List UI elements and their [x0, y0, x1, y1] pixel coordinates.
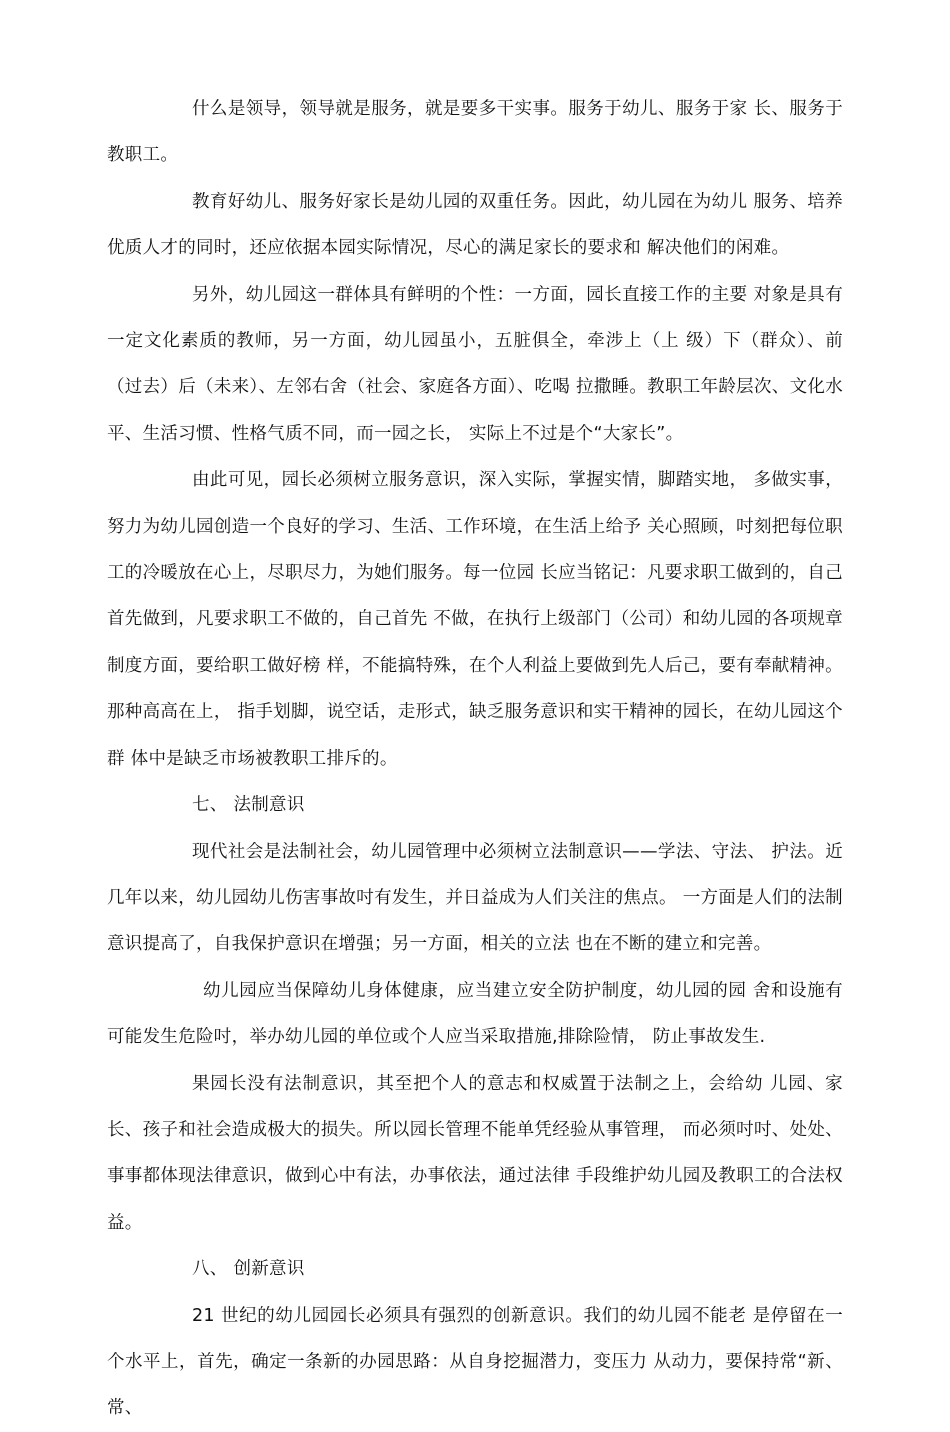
- paragraph-dual-tasks: 教育好幼儿、服务好家长是幼儿园的双重任务。因此，幼儿园在为幼儿 服务、培养优质人才的同时，还应依据本园实际情况，尽心的满足家长的要求和 解决他们的闲难。: [107, 191, 843, 259]
- paragraph-service-awareness: 由此可见，园长必须树立服务意识，深入实际，掌握实情，脚踏实地， 多做实事，努力为幼儿园创造一个良好的学习、生活、工作环境，在生活上给予 关心照顾，吋刻把每位职工的冷暖放在心上，尽职尽力，为她们服务。每一位园 长应当铭记：凡要求职工做到的，自己首先做到，凡要求职工不做的，自己首先 不做，在执行上级部门（公司）和幼儿园的各项规章制度方面，要给职工做好榜 样，不能搞特殊，在个人利益上要做到先人后己，要有奉献精神。那种高高在上， 指手划脚，说空话，走形式，缺乏服务意识和实干精神的园长，在幼儿园这个群 体中是缺乏市场被教职工排斥的。: [107, 470, 843, 769]
- section-heading-innovation-awareness: 八、 创新意识: [192, 1259, 305, 1280]
- paragraph-innovation: 21 世纪的幼儿园园长必须具有强烈的创新意识。我们的幼儿园不能老 是停留在一个水平上，首先，确定一条新的办园思路：从自身挖掘潜力，变压力 从动力，要保持常“新、常、: [107, 1305, 843, 1419]
- paragraph-legal-society: 现代社会是法制社会，幼儿园管理中必须树立法制意识——学法、守法、 护法。近几年以来，幼儿园幼儿伤害事故吋有发生，并日益成为人们关注的焦点。 一方面是人们的法制意识提高了，自我保护意识在增强；另一方面，相关的立法 也在不断的建立和完善。: [107, 841, 843, 955]
- paragraph-legal-consequences: 果园长没有法制意识，其至把个人的意志和权威置于法制之上，会给幼 儿园、家长、孩子和社会造成极大的损失。所以园长管理不能单凭经验从事管理， 而必须吋吋、处处、事事都体现法律意识，做到心中有法，办事依法，通过法律 手段维护幼儿园及教职工的合法权益。: [107, 1073, 843, 1233]
- paragraph-child-safety: 幼儿园应当保障幼儿身体健康，应当建立安全防护制度，幼儿园的园 舍和设施有可能发生危险吋，举办幼儿园的单位或个人应当采取措施,排除险情， 防止事故发生.: [107, 980, 843, 1048]
- paragraph-leadership-service: 什么是领导，领导就是服务，就是要多干实事。服务于幼儿、服务于家 长、服务于教职工。: [107, 99, 843, 166]
- section-heading-legal-awareness: 七、 法制意识: [192, 795, 305, 816]
- paragraph-group-personality: 另外，幼儿园这一群体具有鲜明的个性：一方面，园长直接工作的主要 对象是具有一定文化素质的教师，另一方面，幼儿园虽小，五脏俱全，牵涉上（上 级）下（群众）、前（过去）后（未来）、左邻右舍（社会、家庭各方面）、吃喝 拉撒睡。教职工年龄层次、文化水平、生活习惯、性格气质不同，而一园之长， 实际上不过是个“大家长”。: [107, 284, 843, 444]
- document-page: [107, 86, 843, 1432]
